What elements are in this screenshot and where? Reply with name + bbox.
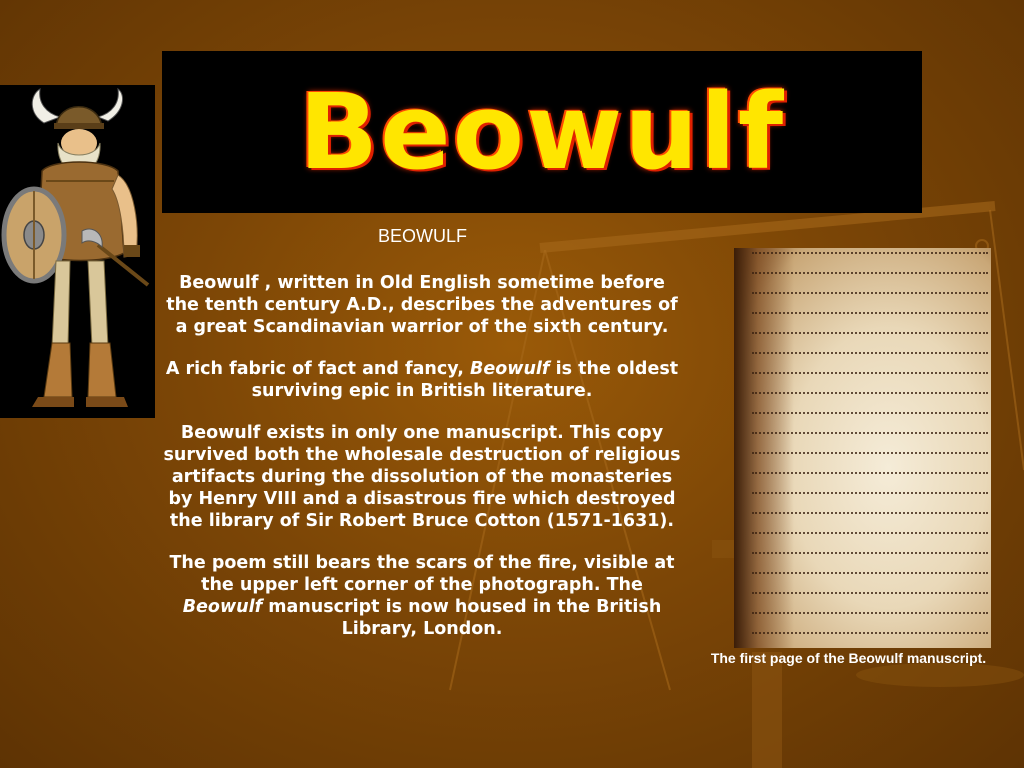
paragraph-intro: Beowulf , written in Old English sometime before the tenth century A.D., describes the adventures of a great Scandinavian warrior of the sixth century. — [166, 273, 678, 337]
paragraph-fact-fancy — [162, 358, 682, 402]
manuscript-photo — [734, 248, 991, 648]
paragraph-fact-fancy-start: A rich fabric of fact and fancy, — [165, 359, 471, 379]
paragraph-fire-scars — [162, 552, 682, 640]
paragraph-fact-fancy-end: is the oldest surviving epic in British literature. — [251, 359, 679, 401]
paragraph-manuscript: Beowulf exists in only one manuscript. This copy survived both the wholesale destruction of religious artifacts during the dissolution of the monasteries by Henry VIII and a disastrous fire which destroyed the library of Sir Robert Bruce Cotton (1571-1631). — [163, 423, 681, 531]
paragraph-fire-scars-end: manuscript is now housed in the British Library, London. — [262, 597, 662, 639]
viking-icon — [0, 85, 155, 418]
viking-warrior-illustration — [0, 85, 155, 418]
slide-heading: BEOWULF — [377, 226, 467, 246]
manuscript-script-lines — [752, 252, 988, 648]
manuscript-caption: The first page of the Beowulf manuscript. — [710, 650, 987, 666]
title-banner — [162, 51, 922, 213]
body-text — [162, 272, 682, 660]
paragraph-fire-scars-start: The poem still bears the scars of the fire, visible at the upper left corner of the photograph. The — [169, 553, 675, 595]
title-italic: Beowulf — [182, 597, 263, 617]
logo-title: Beowulf — [298, 71, 786, 193]
title-italic: Beowulf — [470, 359, 550, 379]
